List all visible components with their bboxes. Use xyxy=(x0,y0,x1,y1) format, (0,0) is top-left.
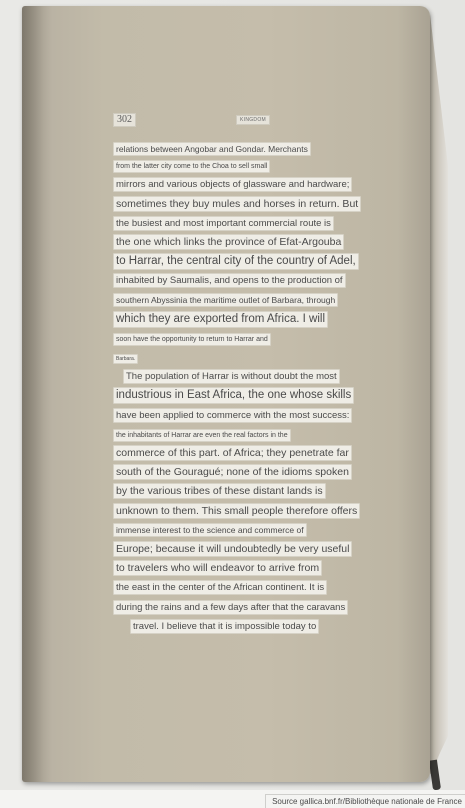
text-line xyxy=(113,366,413,385)
line-text: Barbara. xyxy=(113,354,138,364)
text-line xyxy=(113,347,413,366)
text-line xyxy=(113,328,413,347)
line-text: Europe; because it will undoubtedly be very useful xyxy=(113,541,352,557)
line-text: industrious in East Africa, the one whose skills xyxy=(113,387,354,404)
text-line xyxy=(113,385,413,404)
line-text: to Harrar, the central city of the country of Adel, xyxy=(113,253,359,270)
line-text: mirrors and various objects of glassware and hardware; xyxy=(113,177,352,192)
line-text: to travelers who will endeavor to arrive from xyxy=(113,560,322,576)
text-line xyxy=(113,481,413,500)
text-line xyxy=(113,232,413,251)
line-text: have been applied to commerce with the most success: xyxy=(113,408,352,423)
text-line xyxy=(113,539,413,558)
text-line xyxy=(113,443,413,462)
text-line xyxy=(113,520,413,539)
text-line xyxy=(113,251,413,270)
page-number: 302 xyxy=(113,113,136,127)
text-line xyxy=(113,155,413,174)
running-head: KINGDOM xyxy=(236,115,270,125)
line-text: the east in the center of the African continent. It is xyxy=(113,580,327,595)
line-text: immense interest to the science and commerce of xyxy=(113,523,307,537)
line-text: the busiest and most important commercial route is xyxy=(113,216,334,231)
page-text xyxy=(113,139,413,635)
line-text: unknown to them. This small people therefore offers xyxy=(113,503,360,519)
line-text: southern Abyssinia the maritime outlet of Barbara, through xyxy=(113,293,338,307)
line-text: commerce of this part. of Africa; they penetrate far xyxy=(113,445,352,461)
line-text: which they are exported from Africa. I will xyxy=(113,311,328,328)
line-text: during the rains and a few days after that the caravans xyxy=(113,600,348,615)
line-text: relations between Angobar and Gondar. Merchants xyxy=(113,142,311,156)
line-text: by the various tribes of these distant lands is xyxy=(113,483,326,499)
source-credit: Source gallica.bnf.fr/Bibliothèque nationale de France xyxy=(265,794,465,808)
text-line xyxy=(113,270,413,289)
text-line xyxy=(113,501,413,520)
line-text: from the latter city come to the Choa to sell small xyxy=(113,160,270,173)
text-line xyxy=(113,424,413,443)
text-line xyxy=(113,309,413,328)
line-text: south of the Gouragué; none of the idioms spoken xyxy=(113,464,352,480)
line-text: travel. I believe that it is impossible today to xyxy=(130,619,319,634)
line-text: the one which links the province of Efat-Argouba xyxy=(113,234,344,250)
line-text: inhabited by Saumalis, and opens to the production of xyxy=(113,273,346,288)
text-line xyxy=(113,462,413,481)
text-line xyxy=(113,194,413,213)
text-line xyxy=(113,174,413,193)
text-line xyxy=(113,577,413,596)
text-line xyxy=(113,213,413,232)
line-text: sometimes they buy mules and horses in return. But xyxy=(113,196,361,212)
line-text: The population of Harrar is without doubt the most xyxy=(123,369,340,384)
page-header xyxy=(0,113,465,127)
text-line xyxy=(113,616,413,635)
text-line xyxy=(113,597,413,616)
text-line xyxy=(113,558,413,577)
line-text: soon have the opportunity to return to Harrar and xyxy=(113,333,271,346)
text-line xyxy=(113,405,413,424)
text-line xyxy=(113,290,413,309)
line-text: the inhabitants of Harrar are even the real factors in the xyxy=(113,429,291,442)
